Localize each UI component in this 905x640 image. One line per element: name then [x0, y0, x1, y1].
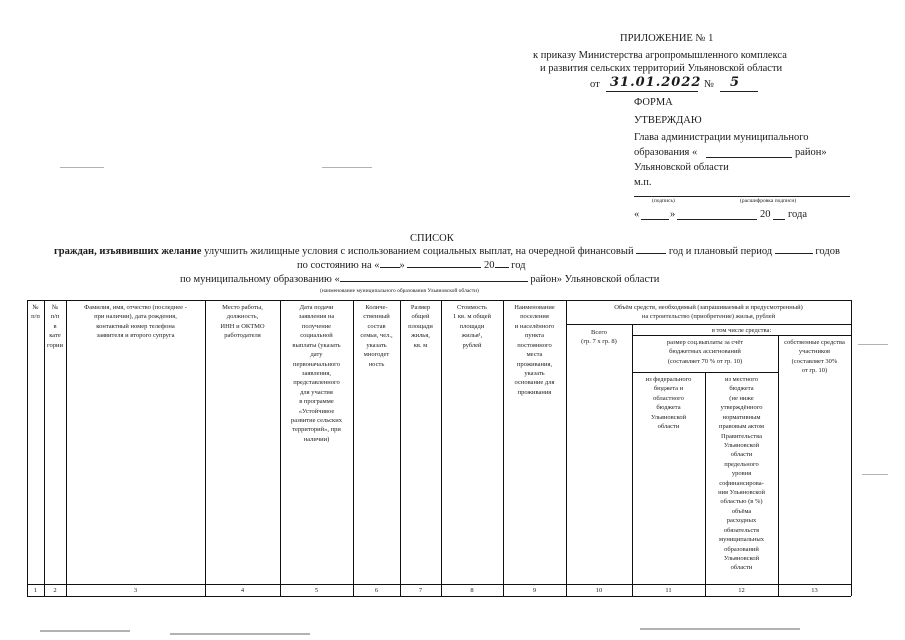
header-local-budget: из местного бюджета (не ниже утверждённого нормативным правовым актом Правительства Ульяновской области предельного уровня софинансирова- ния Ульяновской областью (в %) объёма расходных обязательств муниципальных образований Ульяновской области: [718, 376, 765, 572]
approval-line3: Ульяновской области: [634, 162, 729, 173]
municipality-suffix: район» Ульяновской области: [530, 274, 660, 285]
header-row-number: № п/п: [31, 304, 40, 321]
heading-year-underline: [636, 253, 666, 254]
heading-line1-years: годов: [815, 246, 840, 257]
column-number: 7: [418, 587, 423, 594]
header-settlement: Наименование поселения и населённого пункта постоянного места проживания, указать основание для проживания: [514, 304, 555, 396]
header-area: Размер общей площади жилья, кв. м: [408, 304, 433, 349]
header-full-name: Фамилия, имя, отчество (последнее - при наличии), дата рождения, контактный номер телефона заявителя и второго супруга: [84, 304, 187, 340]
column-number: 2: [53, 587, 57, 594]
header-own-funds: собственные средства участников (составляет 30% от гр. 10): [784, 339, 845, 375]
header-federal-regional: из федерального бюджета и областного бюджета Ульяновской области: [645, 376, 692, 431]
approval-stamp-mark: м.п.: [634, 177, 652, 188]
header-application-date: Дата подачи заявления на получение социальной выплаты (указать дату первоначального заявления, представленного для участия в программе «Устойчивое развитие сельских территорий», при наличии): [291, 304, 342, 443]
heading-line1-bold: граждан, изъявивших желание: [54, 246, 202, 257]
header-price-per-sqm: Стоимость 1 кв. м общей площади жилья¹, рублей: [452, 304, 492, 349]
scan-noise-mark: [40, 630, 130, 632]
table-vline: [66, 300, 67, 596]
scan-noise-mark: [170, 633, 310, 635]
scan-noise-mark: [60, 167, 104, 168]
approve-label: УТВЕРЖДАЮ: [634, 115, 702, 126]
table-right-border: [851, 300, 852, 596]
municipality-underline: [340, 281, 528, 282]
status-date-suffix: год: [511, 260, 526, 271]
appendix-number-handwritten: 5: [730, 75, 741, 90]
status-date-open: «: [374, 260, 380, 271]
column-number: 8: [470, 587, 474, 594]
approval-date-mid: »: [670, 209, 676, 220]
status-date-label: по состоянию на: [297, 260, 372, 271]
header-funds-group: Объём средств, необходимый (запрашиваемый и предусмотренный) на строительство (приобретение) жилья, рублей: [614, 304, 803, 321]
heading-line1-text: улучшить жилищные условия с использованием социальных выплат, на очередной финансовый: [204, 246, 634, 257]
heading-line3: [180, 274, 659, 285]
column-number: 13: [811, 587, 818, 594]
signature-underline: [634, 196, 850, 197]
header-including: в том числе средства:: [711, 327, 772, 334]
municipality-caption: (наименование муниципального образования Ульяновской области): [320, 288, 479, 294]
appendix-date-underline: [606, 91, 698, 92]
form-label: ФОРМА: [634, 97, 673, 108]
appendix-order-line1: к приказу Министерства агропромышленного комплекса: [533, 50, 787, 61]
table-bottom-border: [27, 596, 851, 597]
appendix-date-handwritten: 31.01.2022: [610, 75, 702, 90]
heading-line1-period: год и плановый период: [668, 246, 773, 257]
heading-line2: [297, 260, 526, 271]
appendix-number-underline: [720, 91, 758, 92]
municipality-label: по муниципальному образованию «: [180, 274, 340, 285]
status-date-mid: »: [399, 260, 405, 271]
approval-date-suffix: года: [788, 209, 807, 220]
appendix-order-line2: и развития сельских территорий Ульяновской области: [540, 63, 783, 74]
table-vline: [27, 300, 28, 596]
header-workplace: Место работы, должность, ИНН и ОКТМО работодателя: [220, 304, 265, 340]
heading-period-underline: [775, 253, 813, 254]
appendix-from-label: от: [590, 79, 600, 90]
scan-noise-mark: [322, 167, 372, 168]
district-name-underline: [706, 157, 792, 158]
column-number: 9: [532, 587, 537, 594]
approval-date-open: «: [634, 209, 640, 220]
table-top-border: [27, 300, 851, 301]
header-social-payment: размер соц.выплаты за счёт бюджетных ассигнований (составляет 70 % от гр. 10): [666, 339, 744, 365]
status-year-underline: [495, 267, 509, 268]
list-title: СПИСОК: [410, 233, 454, 244]
column-number: 1: [33, 587, 38, 594]
column-number: 5: [314, 587, 319, 594]
table-hline-group: [566, 324, 851, 325]
approval-day-underline: [641, 219, 669, 220]
header-category-number: № п/п в кате гории: [47, 304, 63, 349]
approval-date-year: 20: [760, 209, 771, 220]
approval-year-underline: [773, 219, 785, 220]
scan-noise-mark: [862, 474, 888, 475]
header-total: Всего (гр. 7 x гр. 8): [581, 329, 617, 346]
signature-decode-caption: (расшифровка подписи): [740, 198, 797, 204]
column-number: 6: [374, 587, 379, 594]
approval-line2-start: образования «: [634, 147, 698, 158]
appendix-number-label: №: [704, 79, 715, 90]
approval-month-underline: [677, 219, 757, 220]
scan-noise-mark: [640, 628, 800, 630]
table-vline: [205, 300, 206, 596]
status-day-underline: [380, 267, 400, 268]
column-number: 12: [738, 587, 745, 594]
header-family-size: Количе- ственный состав семьи, чел., указать многодет ность: [360, 304, 393, 368]
heading-line1: [54, 246, 840, 257]
appendix-title: ПРИЛОЖЕНИЕ № 1: [620, 33, 714, 44]
scan-noise-mark: [858, 344, 888, 345]
status-date-year: 20: [484, 260, 495, 271]
table-hline-numbers: [27, 584, 851, 585]
approval-line2-end: район»: [795, 147, 827, 158]
column-number: 10: [595, 587, 603, 594]
column-number: 11: [665, 587, 672, 594]
column-number: 4: [240, 587, 245, 594]
status-month-underline: [407, 267, 481, 268]
column-number: 3: [133, 587, 138, 594]
signature-caption: (подпись): [652, 198, 675, 204]
approval-line1: Глава администрации муниципального: [634, 132, 809, 143]
